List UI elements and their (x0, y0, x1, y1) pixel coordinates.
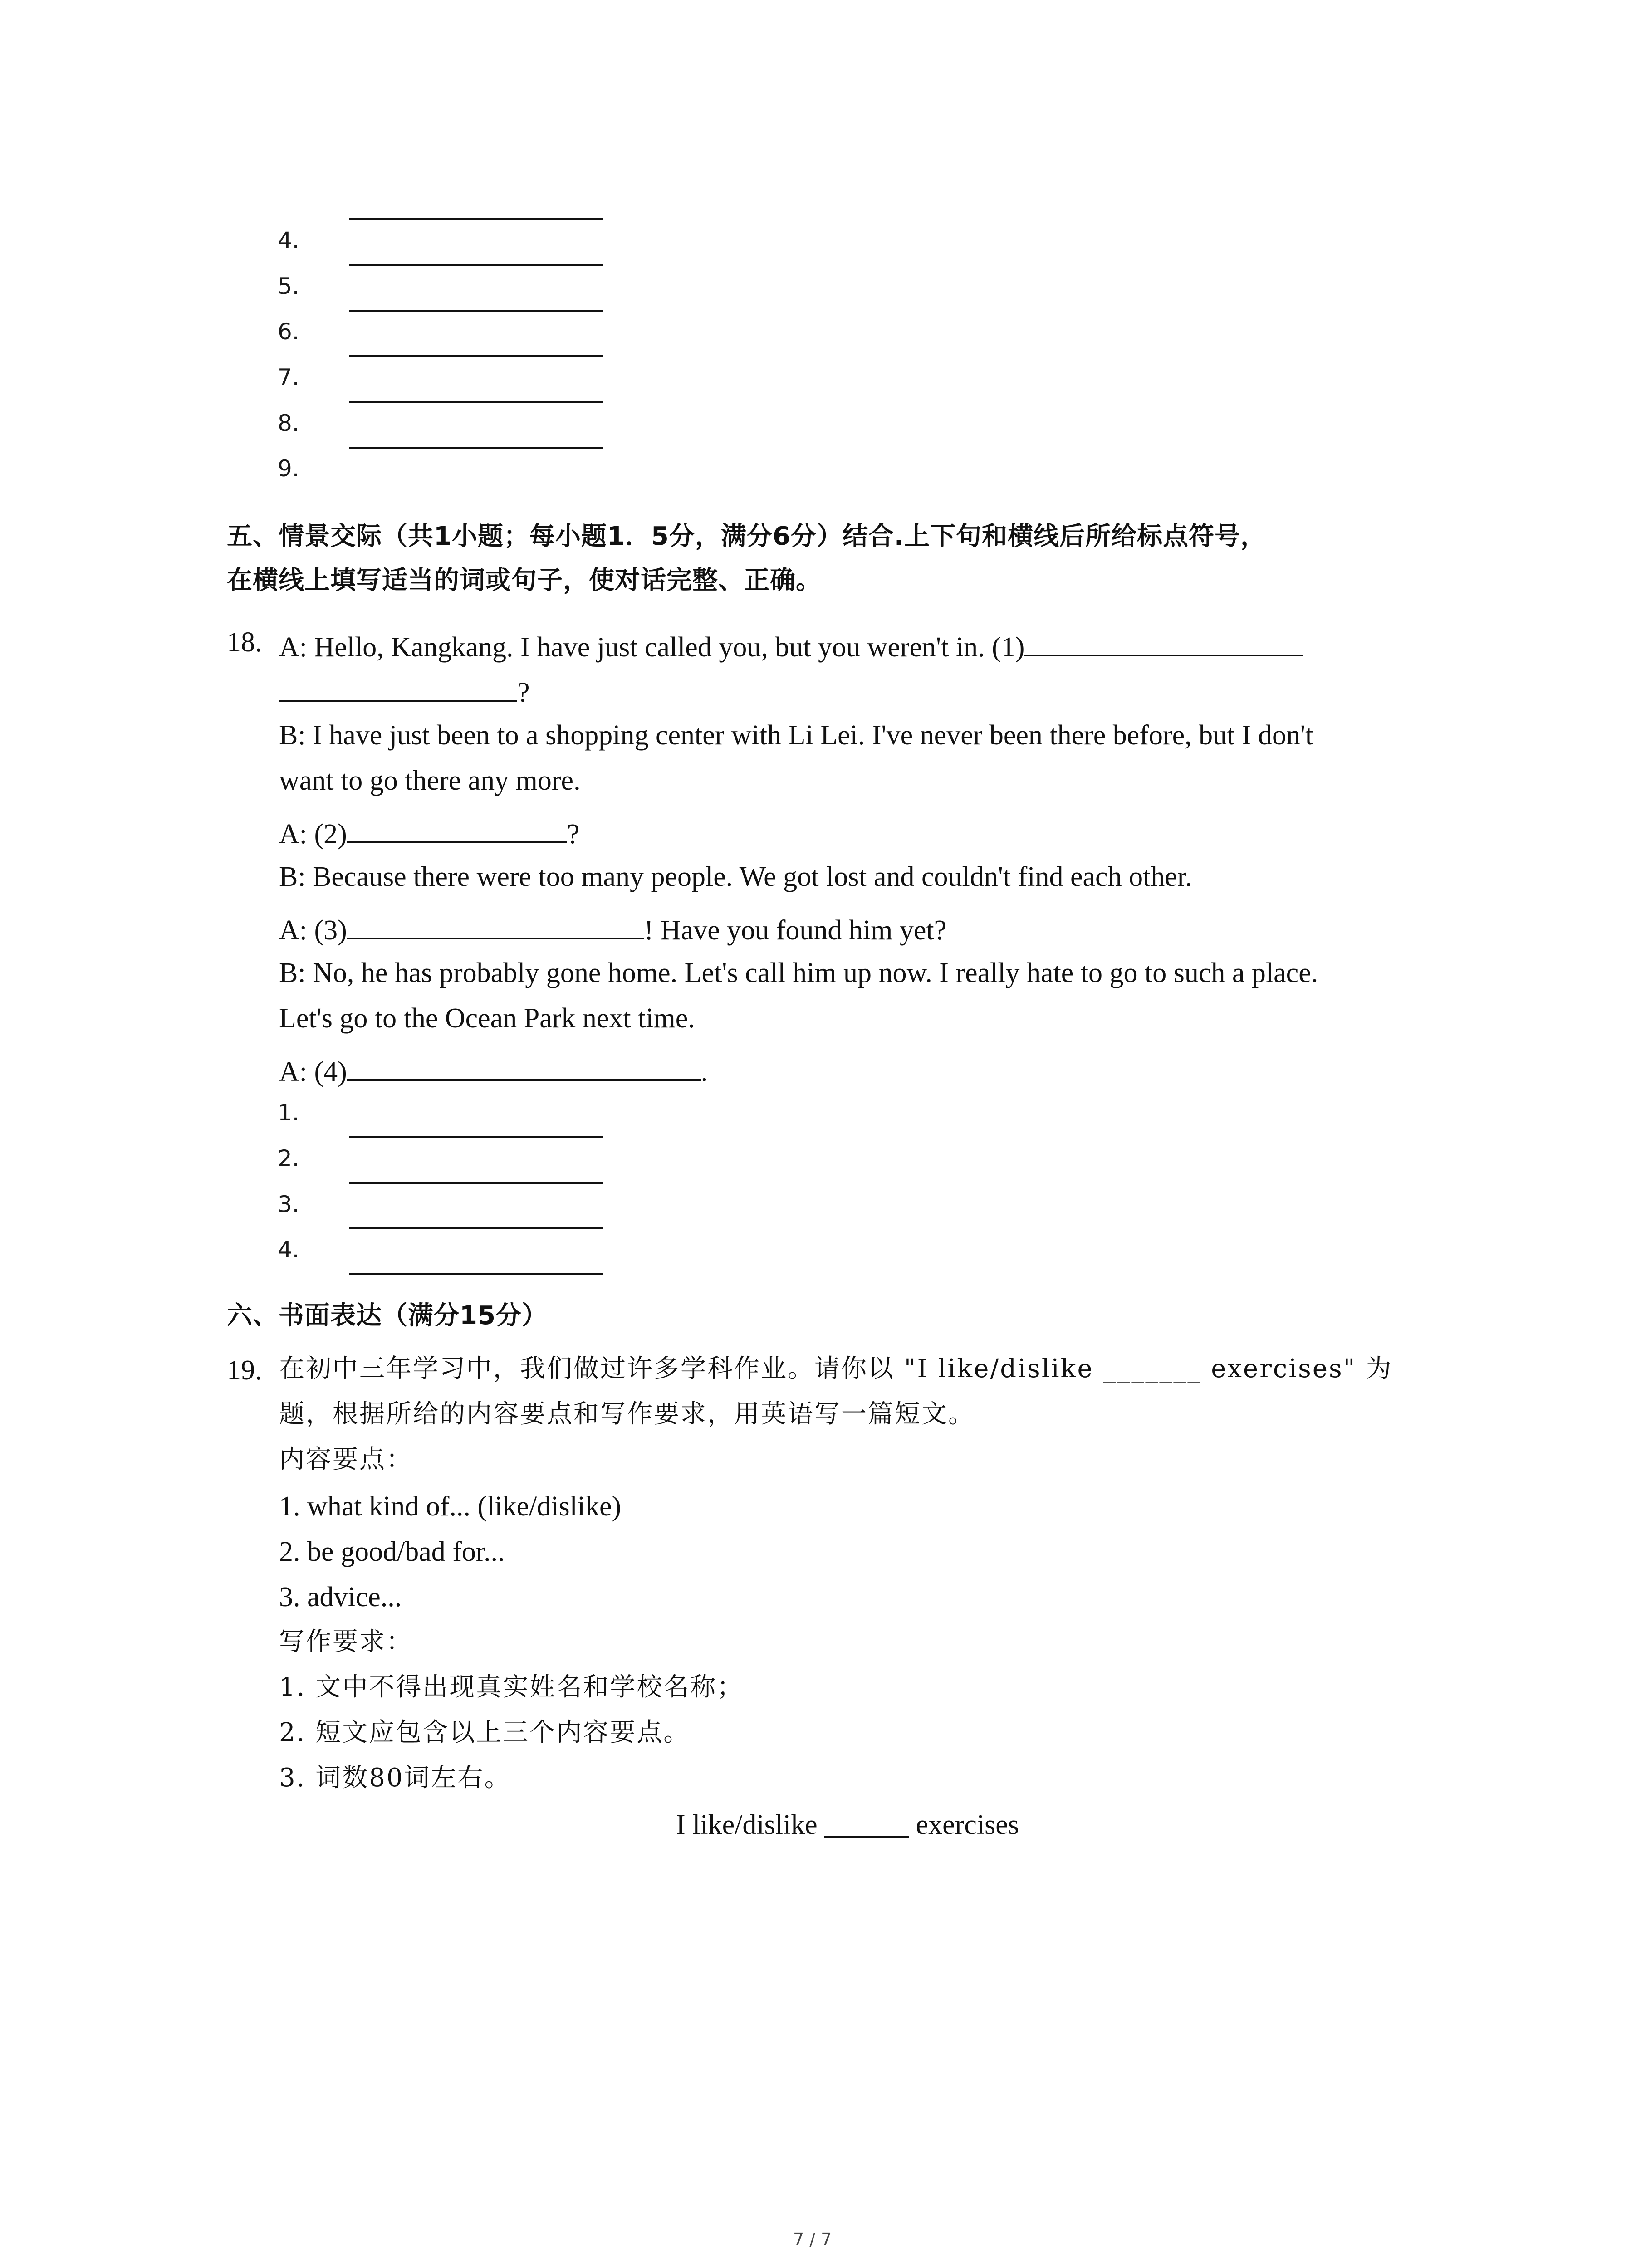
dialogue-line: B: Because there were too many people. We got lost and couldn't find each other. (279, 861, 1192, 892)
dialogue-line (279, 911, 946, 944)
punctuation: . (700, 1056, 708, 1087)
blank-2[interactable] (347, 815, 567, 843)
requirement: 2. 短文应包含以上三个内容要点。 (279, 1718, 691, 1747)
dialogue-text: ! Have you found him yet? (644, 915, 947, 946)
content-point: 3. advice... (279, 1582, 402, 1613)
answer-line[interactable] (349, 447, 603, 449)
dialogue-line: Let's go to the Ocean Park next time. (279, 1003, 695, 1034)
dialogue-line (279, 1053, 708, 1086)
answer-number: 1. (278, 1100, 299, 1126)
answer-line[interactable] (349, 401, 603, 403)
dialogue-line: B: No, he has probably gone home. Let's call him up now. I really hate to go to such a place. (279, 958, 1318, 988)
section6-heading: 六、书面表达（满分15分） (227, 1301, 548, 1330)
answer-number: 4. (278, 227, 299, 254)
dialogue-text: A: (4) (279, 1056, 347, 1087)
dialogue-text: A: (3) (279, 915, 347, 946)
question-number: 18. (227, 627, 262, 658)
prompt-line: 题，根据所给的内容要点和写作要求，用英语写一篇短文。 (279, 1399, 975, 1429)
section5-heading-line2: 在横线上填写适当的词或句子，使对话完整、正确。 (227, 566, 822, 595)
content-point: 2. be good/bad for... (279, 1536, 505, 1567)
answer-number: 6. (278, 318, 299, 345)
essay-title: I like/dislike ______ exercises (676, 1809, 1019, 1840)
answer-line[interactable] (349, 264, 603, 266)
answer-number: 9. (278, 455, 299, 482)
answer-line[interactable] (349, 1182, 603, 1184)
punctuation: ? (517, 677, 530, 708)
answer-number: 8. (278, 410, 299, 436)
prompt-line: 在初中三年学习中，我们做过许多学科作业。请你以 "I like/dislike _______ exercises" 为 (279, 1354, 1393, 1383)
dialogue-text: A: Hello, Kangkang. I have just called you, but you weren't in. (1) (279, 632, 1025, 663)
dialogue-line: B: I have just been to a shopping center with Li Lei. I've never been there before, but I don't (279, 720, 1313, 751)
answer-number: 4. (278, 1237, 299, 1263)
content-point: 1. what kind of... (like/dislike) (279, 1491, 622, 1522)
dialogue-line (279, 815, 579, 848)
answer-line[interactable] (349, 355, 603, 357)
dialogue-text: A: (2) (279, 819, 347, 850)
answer-number: 2. (278, 1145, 299, 1172)
blank-3[interactable] (347, 911, 644, 939)
answer-line[interactable] (349, 1136, 603, 1138)
answer-number: 7. (278, 364, 299, 391)
blank-1-continued[interactable] (279, 674, 517, 702)
blank-4[interactable] (347, 1053, 701, 1081)
section5-heading-line1: 五、情景交际（共1小题；每小题1．5分，满分6分）结合.上下句和横线后所给标点符号， (227, 522, 1267, 551)
blank-1[interactable] (1024, 628, 1303, 656)
requirement: 3. 词数80词左右。 (279, 1763, 511, 1793)
answer-line[interactable] (349, 310, 603, 312)
dialogue-line: want to go there any more. (279, 765, 581, 796)
writing-requirements-label: 写作要求： (279, 1627, 413, 1657)
content-points-label: 内容要点： (279, 1445, 413, 1474)
requirement: 1. 文中不得出现真实姓名和学校名称； (279, 1672, 744, 1702)
dialogue-line (279, 674, 530, 707)
answer-number: 3. (278, 1191, 299, 1217)
answer-line-top[interactable] (349, 218, 603, 220)
page-number: 7 / 7 (793, 2229, 832, 2249)
dialogue-line (279, 628, 1303, 661)
answer-number: 5. (278, 273, 299, 299)
question-number: 19. (227, 1355, 262, 1386)
answer-line[interactable] (349, 1227, 603, 1229)
punctuation: ? (567, 819, 580, 850)
answer-line[interactable] (349, 1273, 603, 1275)
